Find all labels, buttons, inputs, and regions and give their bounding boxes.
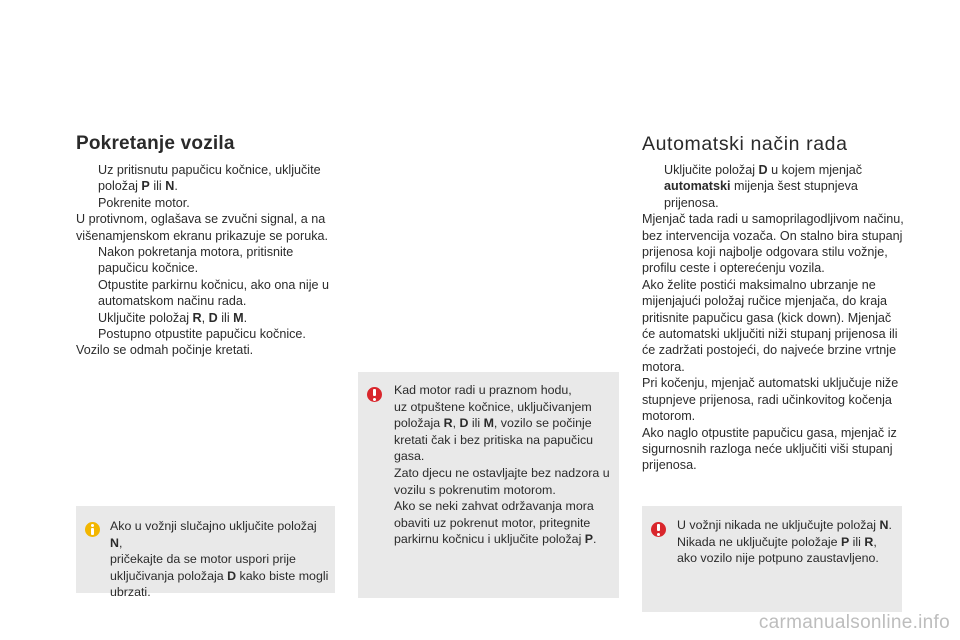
paragraph: U protivnom, oglašava se zvučni signal, a na višenamjenskom ekranu prikazuje se poruka. [76, 212, 328, 243]
warning-box-text: Kad motor radi u praznom hodu, uz otpuštene kočnice, uključivanjem položaja R, D ili M, vozilo se počinje kretati čak i bez pritiska na papučicu gasa. Zato djecu ne ostavljajte bez nadzora u vozilu s pokrenutim motorom. Ako se neki zahvat održavanja mora obaviti uz pokrenut motor, pritegnite parkirnu kočnicu i uključite položaj P. [394, 383, 610, 547]
info-icon [85, 522, 100, 537]
paragraph: Vozilo se odmah počinje kretati. [76, 343, 254, 358]
watermark: carmanualsonline.info [758, 612, 950, 633]
section-title-pokretanje: Pokretanje vozila [76, 133, 235, 154]
left-column [76, 162, 346, 359]
list-item: Nakon pokretanja motora, pritisnite papučicu kočnice. [98, 245, 294, 276]
list-item: Uključite položaj R, D ili M. [98, 310, 248, 325]
info-box [76, 506, 335, 600]
list-item: Pokrenite motor. [98, 195, 190, 210]
paragraph: Mjenjač tada radi u samoprilagodljivom načinu, bez intervencija vozača. On stalno bira stupanj prijenosa koji najbolje odgovara stilu vožnje, profilu ceste i opterećenju vozila. Ako želite postići maksimalno ubrzanje ne mijenjajući položaj ručice mjenjača, do kraja pritisnite papučicu gasa (kick down). Mjenjač će automatski uključiti niži stupanj prijenosa ili će zadržati postojeći, do najveće brzine vrtnje motora. Pri kočenju, mjenjač automatski uključuje niže stupnjeve prijenosa, radi učinkovitog kočenja motorom. Ako naglo otpustite papučicu gasa, mjenjač iz sigurnosnih razloga neće uključiti viši stupanj prijenosa. [642, 212, 904, 473]
warning-box-middle [358, 372, 619, 598]
info-box-text: Ako u vožnji slučajno uključite položaj N, pričekajte da se motor uspori prije uključivanja položaja D kako biste mogli ubrzati. [110, 519, 329, 600]
section-title-automatski: Automatski način rada [642, 133, 848, 155]
list-item: Postupno otpustite papučicu kočnice. [98, 327, 306, 342]
warning-box-right-text: U vožnji nikada ne uključujte položaj N. Nikada ne uključujte položaje P ili R, ako vozilo nije potpuno zaustavljeno. [677, 518, 892, 566]
warning-icon [367, 387, 382, 402]
list-item: Otpustite parkirnu kočnicu, ako ona nije u automatskom načinu rada. [98, 277, 330, 309]
list-item: Uz pritisnutu papučicu kočnice, uključite položaj P ili N. [98, 163, 321, 194]
right-column [642, 162, 910, 474]
list-item: Uključite položaj D u kojem mjenjač automatski mijenja šest stupnjeva prijenosa. [664, 163, 863, 210]
warning-box-right [642, 506, 902, 612]
warning-icon [651, 522, 666, 537]
